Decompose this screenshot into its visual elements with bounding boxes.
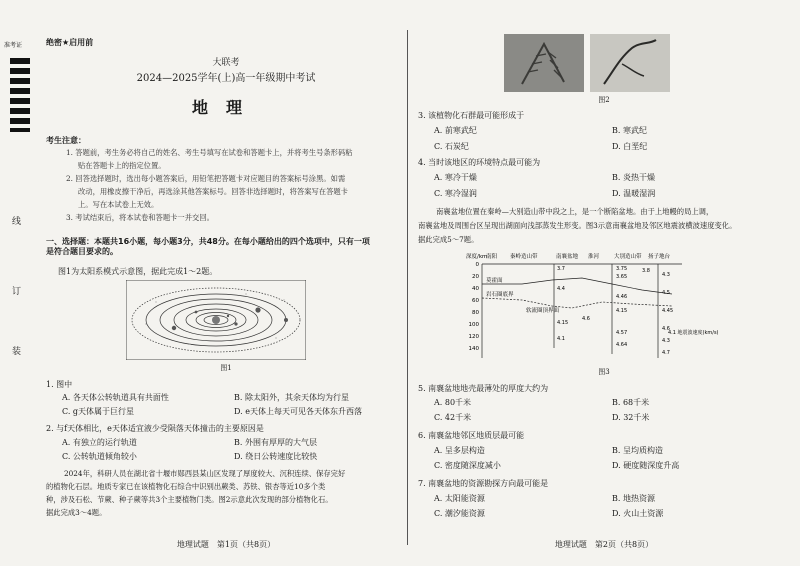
fig3-value: 4.3 xyxy=(662,338,670,344)
passage-line: 的植物化石层。地质专家已在该植物化石综合中识别出蕨类、苏铁、银杏等近10多个类 xyxy=(46,482,326,491)
fig1-intro: 图1为太阳系模式示意图，据此完成1～2题。 xyxy=(58,267,218,276)
question-7-options xyxy=(418,494,790,504)
fig3-y-tick: 140 xyxy=(468,346,479,352)
option-1b[interactable]: B. 除太阳外，其余天体均为行星 xyxy=(234,393,349,402)
passage-line: 种，涉及石松、节蕨、种子蕨等共3个主要植物门类。图2示意此次发现的部分植物化石。 xyxy=(46,495,333,504)
notice-line: 1. 答题前，考生务必将自己的姓名、考生号填写在试卷和答题卡上，并将考生号条形码粘 xyxy=(66,148,353,157)
option-2d[interactable]: D. 绕日公转速度比较快 xyxy=(234,452,318,461)
fig3-y-tick: 60 xyxy=(472,298,479,304)
option-4d[interactable]: D. 温暖湿润 xyxy=(612,189,656,198)
question-4-stem: 4. 当时该地区的环境特点最可能为 xyxy=(418,158,541,167)
option-5d[interactable]: D. 32千米 xyxy=(612,413,650,422)
section1-title: 一、选择题：本题共16小题，每小题3分，共48分。在每小题给出的四个选项中，只有一项是符合题目要求的。 xyxy=(46,237,370,257)
option-7a[interactable]: A. 太阳能资源 xyxy=(434,494,485,503)
bind-word-bind: 装 xyxy=(12,347,22,357)
passage-line: 据此完成3～4题。 xyxy=(46,508,107,517)
notice-line: 贴在答题卡上的指定位置。 xyxy=(78,161,166,170)
binding-margin xyxy=(0,0,30,566)
fig3-value: 4.64 xyxy=(616,342,628,348)
question-1-stem: 1. 图中 xyxy=(46,380,73,389)
fig3-value: 4.46 xyxy=(616,294,628,300)
fig3-caption: 图3 xyxy=(598,368,610,376)
barcode-icon xyxy=(10,58,30,132)
option-7b[interactable]: B. 地热资源 xyxy=(612,494,655,503)
question-2-stem: 2. 与f天体相比，e天体适宜液少受陨落天体撞击的主要原因是 xyxy=(46,424,264,433)
question-6-options xyxy=(418,461,790,471)
option-4c[interactable]: C. 寒冷湿润 xyxy=(434,189,477,198)
option-3c[interactable]: C. 石炭纪 xyxy=(434,142,469,151)
passage-line: 南襄盆地及周围台区呈现出湖面向浅部蒸发生形变。图3示意南襄盆地及邻区地震波横波速度变化。 xyxy=(418,221,737,230)
fig3-value: 4.6 xyxy=(582,316,590,322)
fig1-caption: 图1 xyxy=(220,364,232,372)
fig3-value: 4.3 xyxy=(662,272,670,278)
fig3-value: 4.15 xyxy=(557,320,569,326)
margin-tag: 准考证 xyxy=(4,42,23,49)
fig3-value: 3.7 xyxy=(557,266,565,272)
option-1d[interactable]: D. e天体上每天可见各天体东升西落 xyxy=(234,407,362,416)
secret-mark: 绝密★启用前 xyxy=(46,38,94,47)
notice-title: 考生注意： xyxy=(46,136,86,145)
question-7-options xyxy=(418,509,790,519)
option-2b[interactable]: B. 外围有厚厚的大气层 xyxy=(234,438,317,447)
question-4-options xyxy=(418,173,790,183)
fig3-value: 3.65 xyxy=(616,274,628,280)
page-footer: 地理试题 第2页（共8页） xyxy=(554,540,654,549)
fig3-top-label: 大别造山带 xyxy=(614,254,642,260)
question-1-options xyxy=(46,393,406,403)
passage-line: 南襄盆地位置在秦岭—大别造山带中段之上，是一个断陷盆地。由于上地幔的局上调， xyxy=(436,207,714,216)
question-2-options xyxy=(46,438,406,448)
fig3-value: 4.5 xyxy=(662,290,670,296)
fig3-top-label: 南阳 xyxy=(486,254,498,260)
option-6a[interactable]: A. 呈多层构造 xyxy=(434,446,485,455)
question-5-options xyxy=(418,398,790,408)
fig3-value: 4.7 xyxy=(662,350,670,356)
notice-line: 2. 回答选择题时，选出每小题答案后，用铅笔把答题卡对应题目的答案标号涂黑。如需 xyxy=(66,174,346,183)
question-3-options xyxy=(418,126,790,136)
fig3-value: 4.15 xyxy=(616,308,628,314)
option-6c[interactable]: C. 密度随深度减小 xyxy=(434,461,501,470)
fig3-value: 4.57 xyxy=(616,330,628,336)
option-5a[interactable]: A. 80千米 xyxy=(434,398,472,407)
option-3a[interactable]: A. 前寒武纪 xyxy=(434,126,477,135)
option-2a[interactable]: A. 有独立的运行轨道 xyxy=(62,438,137,447)
fig3-value: 4.1 xyxy=(557,336,565,342)
option-6b[interactable]: B. 呈均质构造 xyxy=(612,446,663,455)
fig3-y-tick: 20 xyxy=(472,274,479,280)
option-2c[interactable]: C. 公转轨道倾角较小 xyxy=(62,452,137,461)
fig3-y-tick: 40 xyxy=(472,286,479,292)
question-7-stem: 7. 南襄盆地的资源勘探方向最可能是 xyxy=(418,479,549,488)
option-5b[interactable]: B. 68千米 xyxy=(612,398,650,407)
option-1c[interactable]: C. g天体属于巨行星 xyxy=(62,407,135,416)
option-4a[interactable]: A. 寒冷干燥 xyxy=(434,173,477,182)
option-3d[interactable]: D. 白垩纪 xyxy=(612,142,648,151)
question-1-options xyxy=(46,407,406,417)
bind-word-staple: 订 xyxy=(12,287,22,297)
fossil-photos xyxy=(504,34,670,92)
passage-line: 据此完成5～7题。 xyxy=(418,235,479,244)
fig3-value: 3.75 xyxy=(616,266,628,272)
fig3-value: 3.8 xyxy=(642,268,650,274)
solar-system-figure xyxy=(126,280,306,360)
fig3-inner-label: 软流圈顶界面 xyxy=(526,308,560,314)
bind-word-line: 线 xyxy=(12,217,22,227)
fig3-y-tick: 0 xyxy=(475,262,479,268)
option-6d[interactable]: D. 硬度随深度升高 xyxy=(612,461,680,470)
option-1a[interactable]: A. 各天体公转轨道具有共面性 xyxy=(62,393,169,402)
fig3-inner-label: 莫霍面 xyxy=(486,278,503,284)
passage-line: 2024年，科研人员在湖北省十堰市郧西县某山区发现了厚度较大、沉积连续、保存完好 xyxy=(64,469,346,478)
fig3-inner-label: 岩石圈底界 xyxy=(486,292,514,298)
option-5c[interactable]: C. 42千米 xyxy=(434,413,472,422)
question-6-options xyxy=(418,446,790,456)
notice-line: 改动，用橡皮擦干净后，再选涂其他答案标号。回答非选择题时，将答案写在答题卡 xyxy=(78,187,348,196)
notice-line: 上。写在本试卷上无效。 xyxy=(78,200,159,209)
seismic-profile-figure xyxy=(462,250,722,364)
page-divider xyxy=(407,30,408,545)
fig3-top-label: 淮河 xyxy=(588,254,600,260)
question-3-options xyxy=(418,142,790,152)
fig3-value: 4.45 xyxy=(662,308,674,314)
fig3-top-label: 南襄盆地 xyxy=(556,254,579,260)
fig3-value: 4.4 xyxy=(557,286,565,292)
option-7d[interactable]: D. 火山土资源 xyxy=(612,509,664,518)
option-7c[interactable]: C. 潮汐能资源 xyxy=(434,509,485,518)
question-3-stem: 3. 该植物化石群最可能形成于 xyxy=(418,111,525,120)
question-2-options xyxy=(46,452,406,462)
page-footer: 地理试题 第1页（共8页） xyxy=(176,540,276,549)
exam-page-2 xyxy=(418,0,790,566)
fig2-caption: 图2 xyxy=(598,96,610,104)
question-5-stem: 5. 南襄盆地地壳最薄处的厚度大约为 xyxy=(418,384,549,393)
fig3-legend: 4.1 地震波速度(km/s) xyxy=(668,330,719,336)
fig3-y-tick: 100 xyxy=(468,322,479,328)
question-6-stem: 6. 南襄盆地邻区地质层最可能 xyxy=(418,431,525,440)
question-4-options xyxy=(418,189,790,199)
fig3-top-label: 扬子地台 xyxy=(648,254,671,260)
question-5-options xyxy=(418,413,790,423)
fig3-y-tick: 120 xyxy=(468,334,479,340)
notice-line: 3. 考试结束后，将本试卷和答题卡一并交回。 xyxy=(66,213,214,222)
exam-title: 2024—2025学年(上)高一年级期中考试 xyxy=(136,73,316,84)
exam-name: 大联考 xyxy=(212,58,240,68)
exam-page-1 xyxy=(46,0,406,566)
fig3-y-label: 深度/km xyxy=(466,254,488,260)
option-3b[interactable]: B. 寒武纪 xyxy=(612,126,647,135)
fig3-top-label: 秦岭造山带 xyxy=(510,254,538,260)
subject-title: 地理 xyxy=(191,98,260,117)
option-4b[interactable]: B. 炎热干燥 xyxy=(612,173,655,182)
fig3-y-tick: 80 xyxy=(472,310,479,316)
fig3-value: 4.6 xyxy=(662,326,670,332)
